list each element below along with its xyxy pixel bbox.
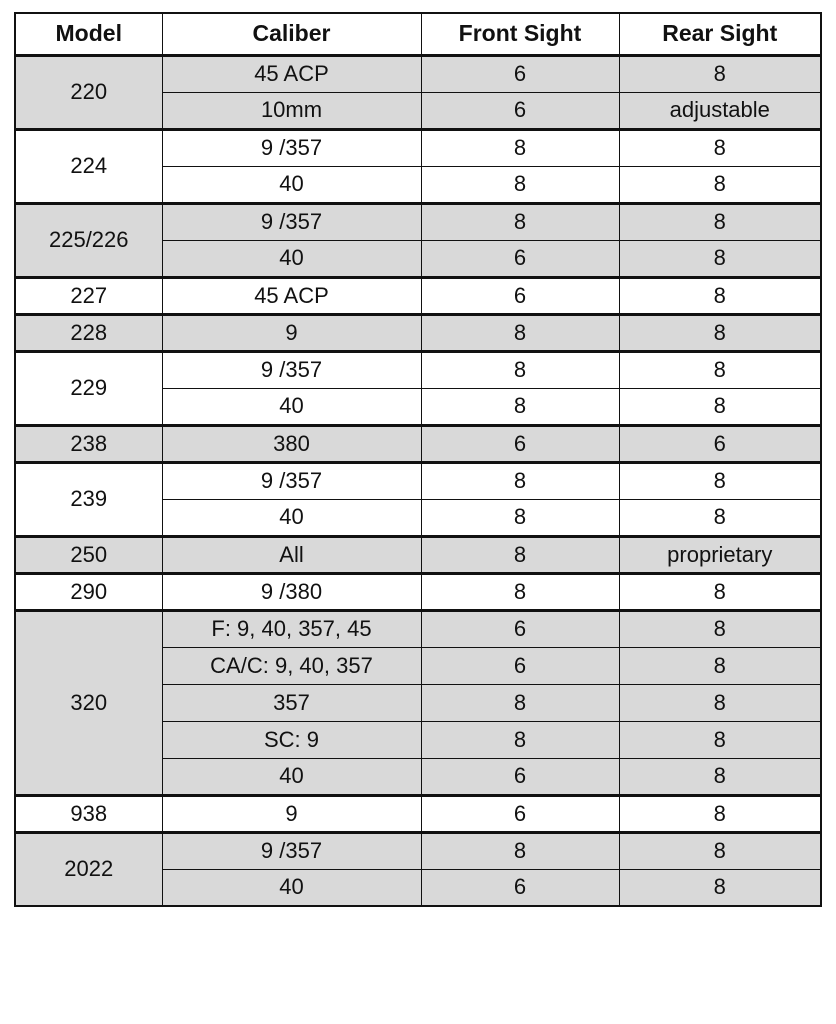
table-row bbox=[15, 314, 821, 351]
front-sight-cell: 8 bbox=[421, 166, 619, 203]
header-model: Model bbox=[15, 13, 162, 55]
front-sight-cell: 6 bbox=[421, 240, 619, 277]
front-sight-cell: 6 bbox=[421, 425, 619, 462]
model-group bbox=[15, 462, 821, 536]
model-cell: 320 bbox=[15, 610, 162, 795]
front-sight-cell: 8 bbox=[421, 462, 619, 499]
caliber-cell: 40 bbox=[162, 388, 421, 425]
table-row bbox=[15, 351, 821, 388]
rear-sight-cell: 8 bbox=[619, 55, 821, 92]
model-group bbox=[15, 277, 821, 314]
model-cell: 238 bbox=[15, 425, 162, 462]
front-sight-cell: 8 bbox=[421, 499, 619, 536]
model-group bbox=[15, 55, 821, 129]
caliber-cell: 9 bbox=[162, 795, 421, 832]
front-sight-cell: 8 bbox=[421, 832, 619, 869]
table-row bbox=[15, 536, 821, 573]
model-cell: 225/226 bbox=[15, 203, 162, 277]
model-group bbox=[15, 832, 821, 906]
model-group bbox=[15, 314, 821, 351]
caliber-cell: 9 /357 bbox=[162, 129, 421, 166]
caliber-cell: All bbox=[162, 536, 421, 573]
front-sight-cell: 6 bbox=[421, 795, 619, 832]
header-rear-sight: Rear Sight bbox=[619, 13, 821, 55]
model-cell: 229 bbox=[15, 351, 162, 425]
rear-sight-cell: 8 bbox=[619, 240, 821, 277]
table-row bbox=[15, 425, 821, 462]
caliber-cell: 40 bbox=[162, 758, 421, 795]
model-cell: 224 bbox=[15, 129, 162, 203]
caliber-cell: 45 ACP bbox=[162, 55, 421, 92]
rear-sight-cell: 8 bbox=[619, 462, 821, 499]
caliber-cell: F: 9, 40, 357, 45 bbox=[162, 610, 421, 647]
rear-sight-cell: adjustable bbox=[619, 92, 821, 129]
caliber-cell: 40 bbox=[162, 166, 421, 203]
model-cell: 220 bbox=[15, 55, 162, 129]
front-sight-cell: 6 bbox=[421, 55, 619, 92]
rear-sight-cell: 8 bbox=[619, 351, 821, 388]
rear-sight-cell: 8 bbox=[619, 388, 821, 425]
model-group bbox=[15, 573, 821, 610]
front-sight-cell: 8 bbox=[421, 314, 619, 351]
table-row bbox=[15, 129, 821, 166]
caliber-cell: 9 /357 bbox=[162, 832, 421, 869]
caliber-cell: 9 /380 bbox=[162, 573, 421, 610]
model-cell: 239 bbox=[15, 462, 162, 536]
table-row bbox=[15, 610, 821, 647]
model-group bbox=[15, 425, 821, 462]
front-sight-cell: 6 bbox=[421, 92, 619, 129]
rear-sight-cell: 8 bbox=[619, 166, 821, 203]
rear-sight-cell: 8 bbox=[619, 203, 821, 240]
caliber-cell: 9 /357 bbox=[162, 203, 421, 240]
front-sight-cell: 6 bbox=[421, 277, 619, 314]
front-sight-cell: 6 bbox=[421, 610, 619, 647]
model-group bbox=[15, 129, 821, 203]
model-cell: 290 bbox=[15, 573, 162, 610]
caliber-cell: 40 bbox=[162, 499, 421, 536]
table-row bbox=[15, 462, 821, 499]
model-group bbox=[15, 351, 821, 425]
caliber-cell: 357 bbox=[162, 684, 421, 721]
rear-sight-cell: 8 bbox=[619, 832, 821, 869]
front-sight-cell: 6 bbox=[421, 869, 619, 906]
front-sight-cell: 8 bbox=[421, 129, 619, 166]
rear-sight-cell: proprietary bbox=[619, 536, 821, 573]
rear-sight-cell: 8 bbox=[619, 129, 821, 166]
table-row bbox=[15, 795, 821, 832]
caliber-cell: 40 bbox=[162, 240, 421, 277]
caliber-cell: 9 bbox=[162, 314, 421, 351]
front-sight-cell: 8 bbox=[421, 203, 619, 240]
model-cell: 250 bbox=[15, 536, 162, 573]
rear-sight-cell: 6 bbox=[619, 425, 821, 462]
caliber-cell: 380 bbox=[162, 425, 421, 462]
rear-sight-cell: 8 bbox=[619, 314, 821, 351]
model-cell: 227 bbox=[15, 277, 162, 314]
model-group bbox=[15, 536, 821, 573]
caliber-cell: 40 bbox=[162, 869, 421, 906]
model-group bbox=[15, 795, 821, 832]
caliber-cell: 45 ACP bbox=[162, 277, 421, 314]
caliber-cell: CA/C: 9, 40, 357 bbox=[162, 647, 421, 684]
caliber-cell: 9 /357 bbox=[162, 462, 421, 499]
table-row bbox=[15, 277, 821, 314]
header-front-sight: Front Sight bbox=[421, 13, 619, 55]
header-caliber: Caliber bbox=[162, 13, 421, 55]
front-sight-cell: 8 bbox=[421, 721, 619, 758]
front-sight-cell: 8 bbox=[421, 351, 619, 388]
rear-sight-cell: 8 bbox=[619, 499, 821, 536]
caliber-cell: SC: 9 bbox=[162, 721, 421, 758]
front-sight-cell: 8 bbox=[421, 573, 619, 610]
rear-sight-cell: 8 bbox=[619, 647, 821, 684]
caliber-cell: 9 /357 bbox=[162, 351, 421, 388]
front-sight-cell: 8 bbox=[421, 388, 619, 425]
table-row bbox=[15, 55, 821, 92]
rear-sight-cell: 8 bbox=[619, 277, 821, 314]
rear-sight-cell: 8 bbox=[619, 573, 821, 610]
table-header bbox=[15, 13, 821, 55]
rear-sight-cell: 8 bbox=[619, 610, 821, 647]
front-sight-cell: 8 bbox=[421, 684, 619, 721]
sight-size-table bbox=[14, 12, 822, 907]
rear-sight-cell: 8 bbox=[619, 869, 821, 906]
model-cell: 938 bbox=[15, 795, 162, 832]
table-row bbox=[15, 203, 821, 240]
front-sight-cell: 6 bbox=[421, 647, 619, 684]
rear-sight-cell: 8 bbox=[619, 795, 821, 832]
model-group bbox=[15, 610, 821, 795]
model-cell: 2022 bbox=[15, 832, 162, 906]
front-sight-cell: 8 bbox=[421, 536, 619, 573]
model-group bbox=[15, 203, 821, 277]
caliber-cell: 10mm bbox=[162, 92, 421, 129]
model-cell: 228 bbox=[15, 314, 162, 351]
rear-sight-cell: 8 bbox=[619, 758, 821, 795]
rear-sight-cell: 8 bbox=[619, 684, 821, 721]
front-sight-cell: 6 bbox=[421, 758, 619, 795]
table-row bbox=[15, 573, 821, 610]
header-row bbox=[15, 13, 821, 55]
rear-sight-cell: 8 bbox=[619, 721, 821, 758]
table-row bbox=[15, 832, 821, 869]
